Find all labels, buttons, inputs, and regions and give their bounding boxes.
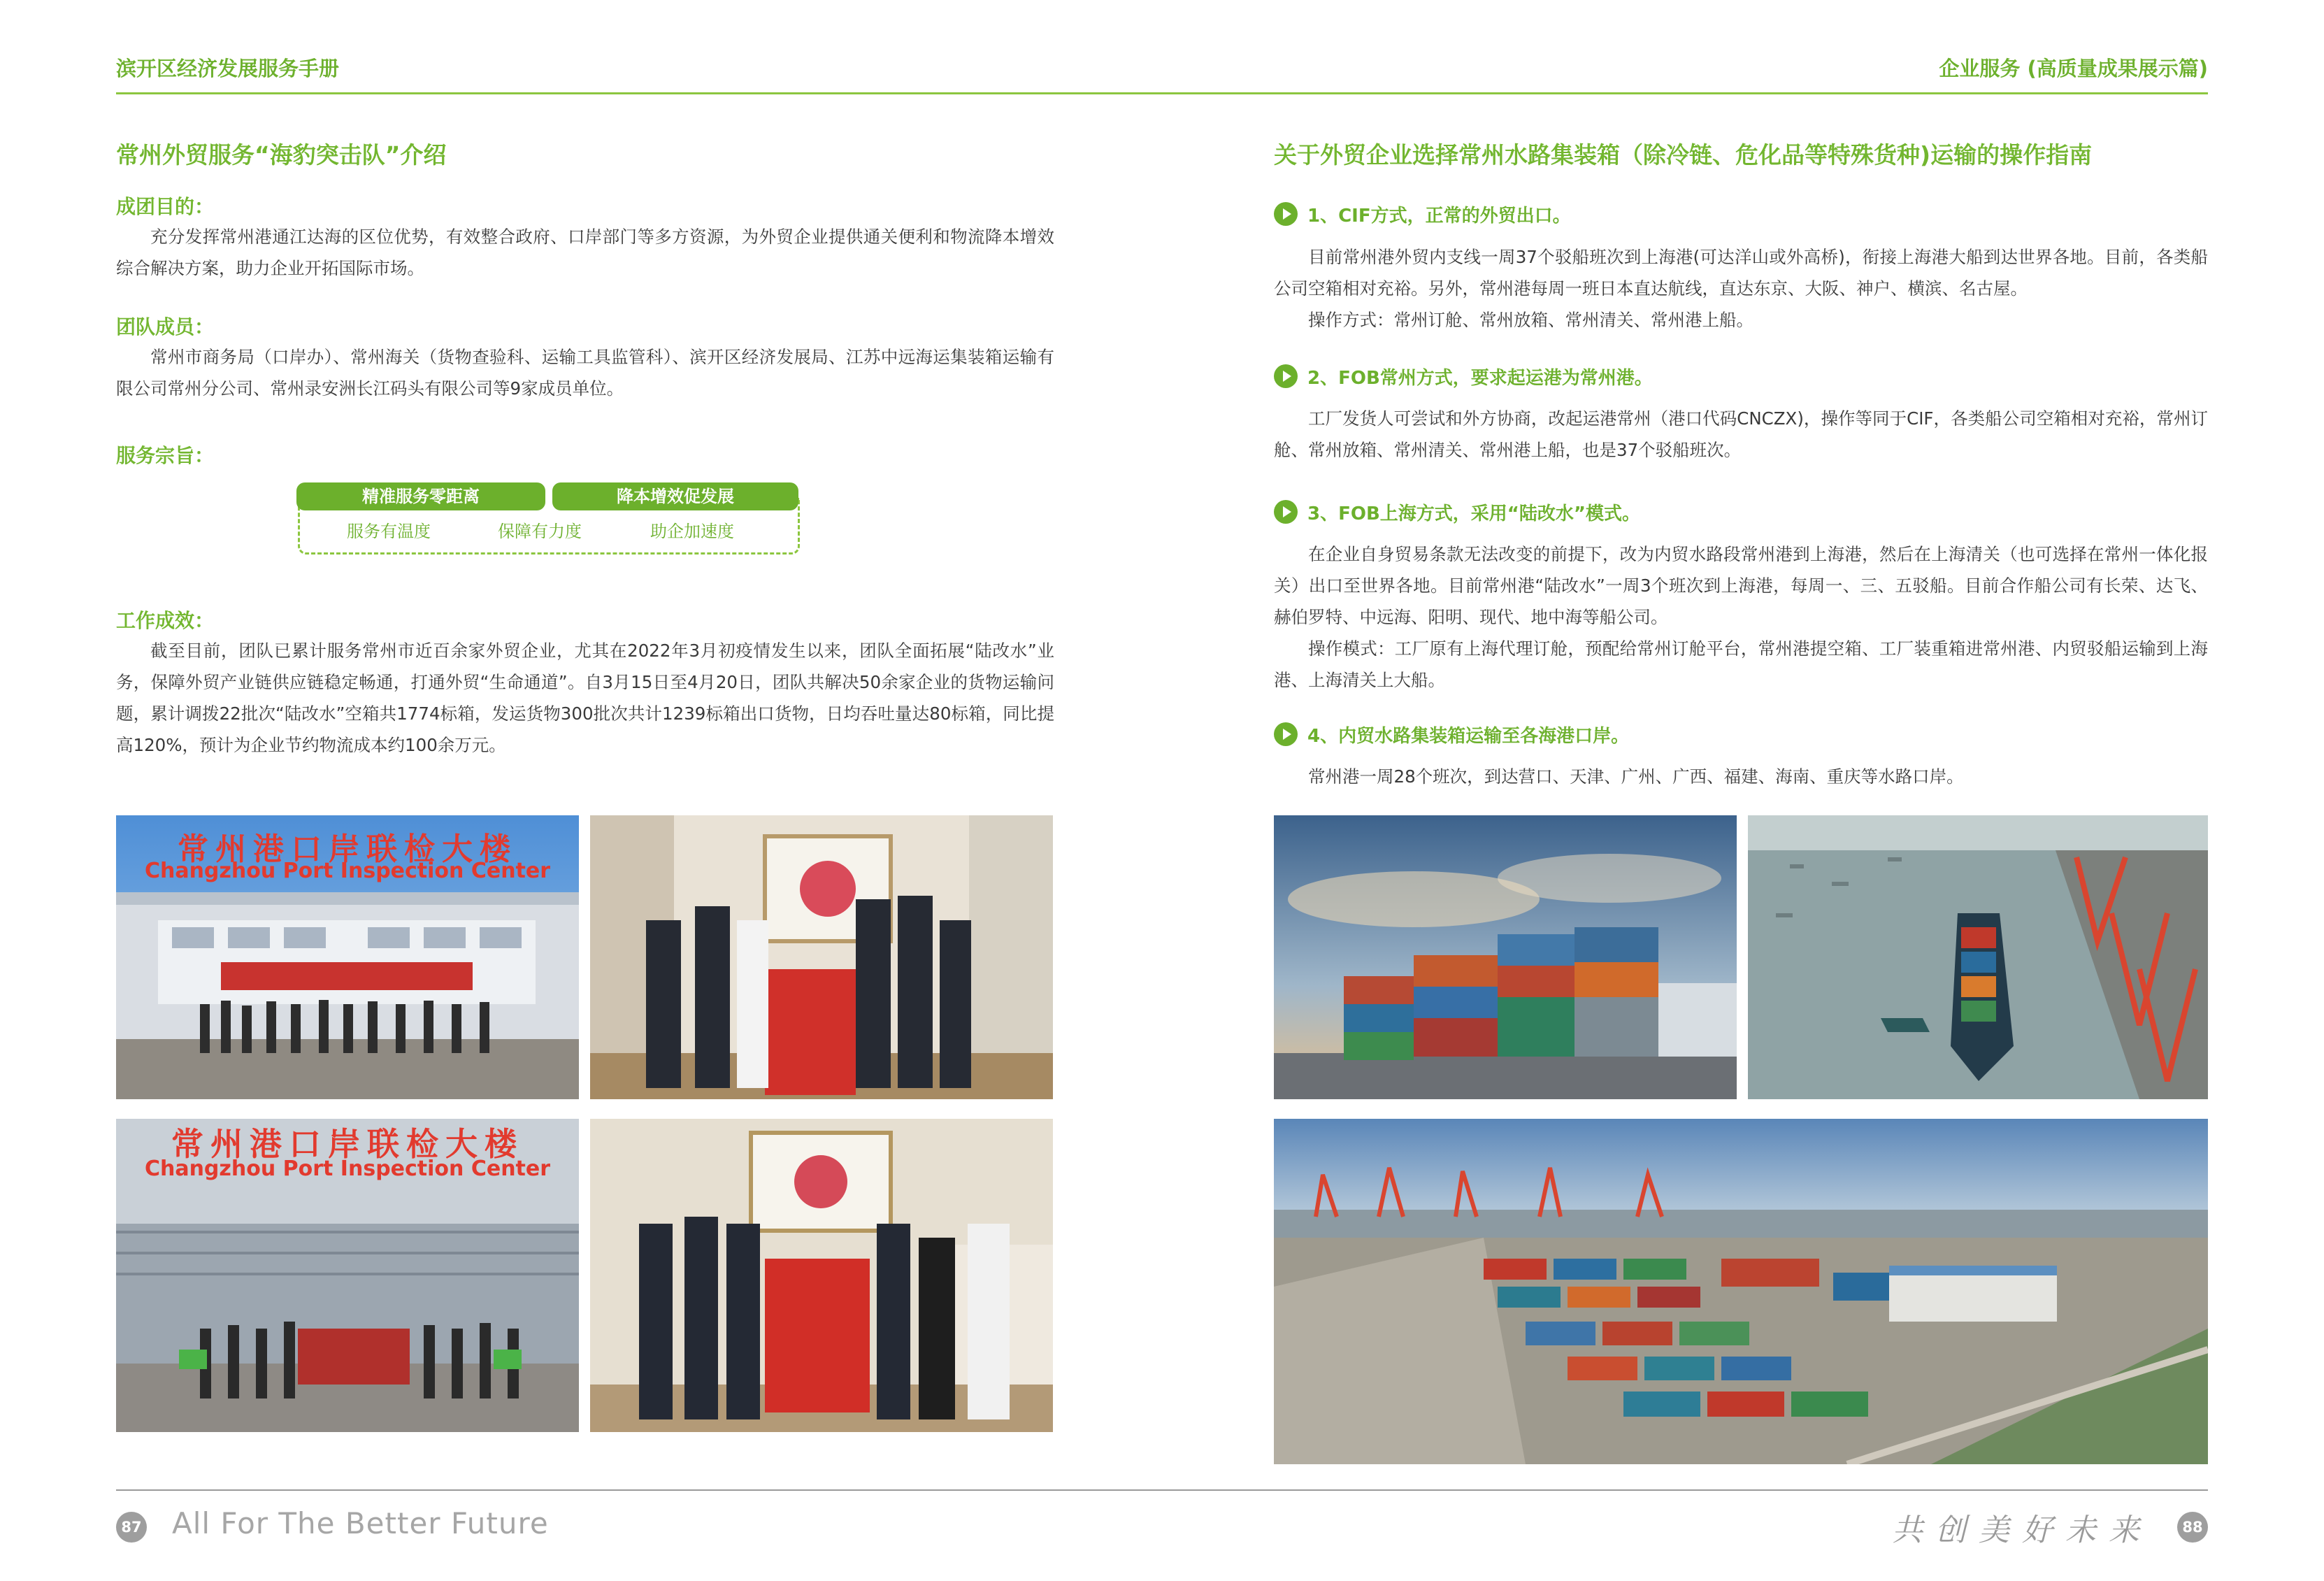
purpose-text: 充分发挥常州港通江达海的区位优势，有效整合政府、口岸部门等多方资源，为外贸企业提供通关便利和物流降本增效综合解决方案，助力企业开拓国际市场。 [116, 227, 1054, 278]
left-section-title: 常州外贸服务“海豹突击队”介绍 [116, 141, 447, 169]
photo-container-ship-port [1748, 815, 2208, 1099]
page-number-left: 87 [116, 1512, 147, 1543]
goal-item-warmth: 服务有温度 [347, 522, 431, 541]
photo3-sign-en: Changzhou Port Inspection Center [144, 1157, 551, 1181]
results-text: 截至目前，团队已累计服务常州市近百余家外贸企业，尤其在2022年3月初疫情发生以来，团队全面拓展“陆改水”业务，保障外贸产业链供应链稳定畅通，打通外贸“生命通道”。自3月15日至4月20日，团队共解决50余家企业的货物运输问题，累计调拨22批次“陆改水”空箱共1774标箱，发运货物300批次共计1239标箱出口货物，日均吞吐量达80标箱，同比提高120%，预计为企业节约物流成本约100余万元。 [116, 641, 1054, 755]
photo-inspection-center-group-2 [116, 1119, 579, 1432]
photo-inspection-center-group-1 [116, 815, 579, 1099]
photo1-sign-cn: 常州港口岸联检大楼 [178, 831, 517, 867]
header-divider [116, 92, 2208, 94]
goal-heading: 服务宗旨： [116, 444, 215, 467]
guide-section-1-title: 1、CIF方式，正常的外贸出口。 [1307, 205, 1571, 227]
goal-pill-precise-service: 精准服务零距离 [296, 482, 545, 510]
play-icon [1274, 364, 1298, 388]
play-icon [1274, 202, 1298, 226]
footer-slogan-en: All For The Better Future [172, 1506, 549, 1540]
guide-section-3-para-2: 操作模式：工厂原有上海代理订舱，预配给常州订舱平台，常州港提空箱、工厂装重箱进常州港、内贸驳船运输到上海港、上海清关上大船。 [1274, 638, 2208, 690]
photo-banner-presentation-2 [590, 1119, 1053, 1432]
guide-section-4-heading [1274, 720, 1629, 748]
guide-section-2-para-1: 工厂发货人可尝试和外方协商，改起运港常州（港口代码CNCZX)，操作等同于CIF，各类船公司空箱相对充裕，常州订舱、常州放箱、常州清关、常州港上船，也是37个驳船班次。 [1274, 408, 2208, 460]
goal-pill-cost-reduction: 降本增效促发展 [552, 482, 798, 510]
play-icon [1274, 500, 1298, 524]
guide-section-4-para-1: 常州港一周28个班次，到达营口、天津、广州、广西、福建、海南、重庆等水路口岸。 [1308, 766, 1964, 787]
header-left-title: 滨开区经济发展服务手册 [116, 57, 340, 80]
guide-section-3-title: 3、FOB上海方式，采用“陆改水”模式。 [1307, 503, 1640, 524]
guide-section-3-para-1: 在企业自身贸易条款无法改变的前提下，改为内贸水路段常州港到上海港，然后在上海清关（也可选择在常州一体化报关）出口至世界各地。目前常州港“陆改水”一周3个班次到上海港，每周一、三、五驳船。目前合作船公司有长荣、达飞、赫伯罗特、中远海、阳明、现代、地中海等船公司。 [1274, 544, 2208, 627]
photo3-sign-cn: 常州港口岸联检大楼 [171, 1125, 524, 1163]
results-heading: 工作成效： [116, 609, 215, 632]
purpose-heading: 成团目的： [116, 195, 215, 218]
page-number-right: 88 [2177, 1512, 2208, 1543]
photo-container-stacks-sunset [1274, 815, 1737, 1099]
guide-section-1-para-1: 目前常州港外贸内支线一周37个驳船班次到上海港(可达洋山或外高桥)，衔接上海港大船到达世界各地。目前，各类船公司空箱相对充裕。另外，常州港每周一班日本直达航线，直达东京、大阪、神户、横滨、名古屋。 [1274, 247, 2208, 299]
photo1-sign-en: Changzhou Port Inspection Center [144, 859, 551, 883]
guide-section-2-heading [1274, 362, 1653, 390]
goal-item-speed: 助企加速度 [650, 522, 734, 541]
footer-divider [116, 1489, 2208, 1491]
guide-section-2-title: 2、FOB常州方式，要求起运港为常州港。 [1307, 367, 1653, 389]
members-text: 常州市商务局（口岸办）、常州海关（货物查验科、运输工具监管科）、滨开区经济发展局、江苏中远海运集装箱运输有限公司常州分公司、常州录安洲长江码头有限公司等9家成员单位。 [116, 347, 1054, 399]
members-heading: 团队成员： [116, 315, 215, 338]
header-right-title: 企业服务 (高质量成果展示篇) [1939, 57, 2208, 80]
guide-section-1-heading [1274, 200, 1571, 228]
right-section-title: 关于外贸企业选择常州水路集装箱（除冷链、危化品等特殊货种)运输的操作指南 [1274, 141, 2093, 169]
guide-section-3-heading [1274, 498, 1640, 526]
photo-port-aerial-panorama [1274, 1119, 2208, 1464]
footer-slogan-cn: 共创美好未来 [1892, 1512, 2152, 1548]
goal-item-strength: 保障有力度 [498, 522, 582, 541]
guide-section-1-para-2: 操作方式：常州订舱、常州放箱、常州清关、常州港上船。 [1308, 310, 1753, 330]
guide-section-4-title: 4、内贸水路集装箱运输至各海港口岸。 [1307, 725, 1630, 747]
play-icon [1274, 722, 1298, 746]
photo-banner-presentation-1 [590, 815, 1053, 1099]
